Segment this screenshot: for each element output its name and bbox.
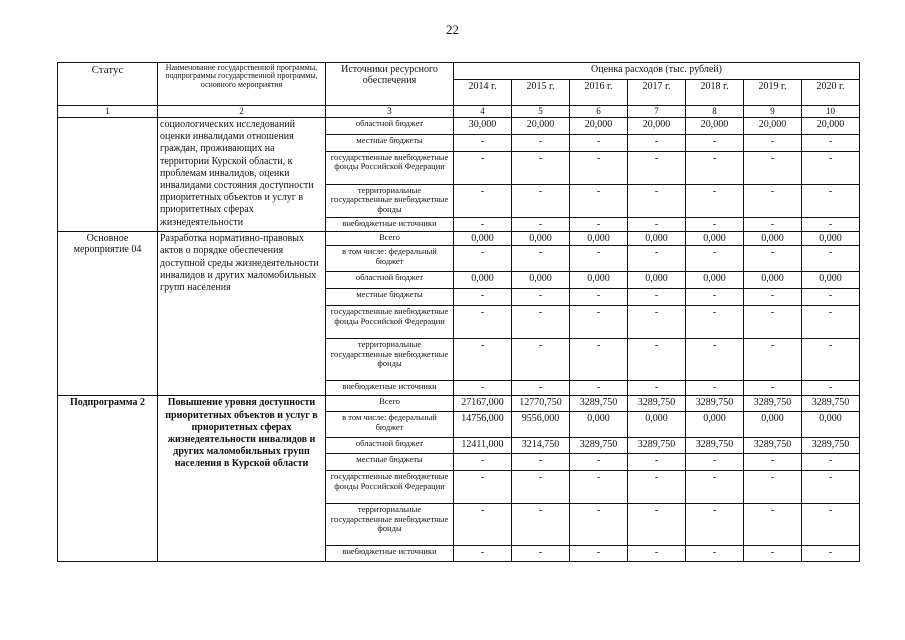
- amount-cell: 3289,750: [628, 438, 686, 454]
- amount-cell: -: [744, 306, 802, 339]
- amount-cell: 0,000: [628, 412, 686, 438]
- amount-cell: -: [802, 471, 860, 504]
- funding-source-cell: областной бюджет: [326, 272, 454, 289]
- amount-cell: -: [628, 339, 686, 381]
- funding-source-cell: местные бюджеты: [326, 454, 454, 471]
- amount-cell: -: [512, 306, 570, 339]
- amount-cell: -: [570, 246, 628, 272]
- amount-cell: 3289,750: [686, 438, 744, 454]
- amount-cell: 0,000: [744, 272, 802, 289]
- amount-cell: -: [802, 339, 860, 381]
- table-body: [58, 118, 860, 562]
- header-name: Наименование государственной программы, подпрограммы государственной программы, основного мероприятия: [158, 63, 326, 106]
- amount-cell: -: [686, 471, 744, 504]
- amount-cell: -: [454, 218, 512, 232]
- amount-cell: 12411,000: [454, 438, 512, 454]
- amount-cell: 0,000: [570, 412, 628, 438]
- amount-cell: -: [512, 546, 570, 562]
- funding-source-cell: областной бюджет: [326, 118, 454, 135]
- amount-cell: -: [512, 471, 570, 504]
- amount-cell: -: [454, 546, 512, 562]
- amount-cell: -: [628, 381, 686, 396]
- amount-cell: 0,000: [802, 412, 860, 438]
- amount-cell: -: [628, 152, 686, 185]
- amount-cell: 3289,750: [744, 396, 802, 412]
- amount-cell: -: [454, 152, 512, 185]
- funding-source-cell: внебюджетные источники: [326, 381, 454, 396]
- column-number: 2: [158, 106, 326, 118]
- amount-cell: 0,000: [454, 232, 512, 246]
- header-status: Статус: [58, 63, 158, 106]
- funding-source-cell: государственные внебюджетные фонды Российской Федерации: [326, 306, 454, 339]
- amount-cell: -: [512, 185, 570, 218]
- amount-cell: -: [744, 218, 802, 232]
- amount-cell: 0,000: [628, 232, 686, 246]
- header-year: 2014 г.: [454, 80, 512, 106]
- amount-cell: -: [454, 246, 512, 272]
- amount-cell: 12770,750: [512, 396, 570, 412]
- amount-cell: -: [512, 339, 570, 381]
- amount-cell: -: [570, 381, 628, 396]
- program-name-cell: Повышение уровня доступности приоритетных объектов и услуг в приоритетных сферах жизнедеятельности инвалидов и других маломобильных групп населения в Курской области: [158, 396, 326, 562]
- amount-cell: -: [454, 185, 512, 218]
- status-cell: Подпрограмма 2: [58, 396, 158, 562]
- amount-cell: -: [802, 289, 860, 306]
- amount-cell: -: [628, 454, 686, 471]
- amount-cell: -: [802, 152, 860, 185]
- amount-cell: -: [744, 381, 802, 396]
- column-number: 10: [802, 106, 860, 118]
- column-number: 7: [628, 106, 686, 118]
- funding-source-cell: в том числе: федеральный бюджет: [326, 246, 454, 272]
- column-numbers-row: [58, 106, 860, 118]
- funding-source-cell: внебюджетные источники: [326, 218, 454, 232]
- column-number: 9: [744, 106, 802, 118]
- amount-cell: -: [744, 504, 802, 546]
- amount-cell: -: [744, 246, 802, 272]
- amount-cell: -: [628, 185, 686, 218]
- funding-source-cell: местные бюджеты: [326, 135, 454, 152]
- amount-cell: 3289,750: [570, 396, 628, 412]
- amount-cell: -: [628, 135, 686, 152]
- amount-cell: 0,000: [570, 272, 628, 289]
- amount-cell: 3289,750: [570, 438, 628, 454]
- amount-cell: -: [686, 185, 744, 218]
- header-year: 2015 г.: [512, 80, 570, 106]
- amount-cell: 0,000: [802, 272, 860, 289]
- amount-cell: 14756,000: [454, 412, 512, 438]
- amount-cell: -: [686, 454, 744, 471]
- funding-source-cell: в том числе: федеральный бюджет: [326, 412, 454, 438]
- amount-cell: -: [686, 218, 744, 232]
- amount-cell: -: [454, 454, 512, 471]
- amount-cell: 3289,750: [802, 396, 860, 412]
- column-number: 6: [570, 106, 628, 118]
- amount-cell: -: [454, 339, 512, 381]
- amount-cell: 3289,750: [802, 438, 860, 454]
- amount-cell: -: [570, 471, 628, 504]
- amount-cell: -: [686, 546, 744, 562]
- header-year: 2017 г.: [628, 80, 686, 106]
- amount-cell: 0,000: [686, 232, 744, 246]
- status-cell: [58, 118, 158, 232]
- amount-cell: -: [744, 152, 802, 185]
- column-number: 1: [58, 106, 158, 118]
- amount-cell: 0,000: [802, 232, 860, 246]
- amount-cell: 3289,750: [744, 438, 802, 454]
- amount-cell: 20,000: [570, 118, 628, 135]
- amount-cell: -: [454, 381, 512, 396]
- program-name-cell: Разработка нормативно-правовых актов о порядке обеспечения доступной среды жизнедеятельности инвалидов и других маломобильных групп населения: [158, 232, 326, 396]
- amount-cell: -: [686, 246, 744, 272]
- amount-cell: -: [744, 471, 802, 504]
- amount-cell: -: [802, 454, 860, 471]
- amount-cell: -: [628, 289, 686, 306]
- funding-source-cell: территориальные государственные внебюджетные фонды: [326, 185, 454, 218]
- amount-cell: -: [744, 135, 802, 152]
- table-row: [58, 232, 860, 246]
- program-name-cell: социологических исследований оценки инвалидами отношения граждан, проживающих на территории Курской области, к проблемам инвалидов, оценки инвалидами состояния доступности приоритетных объектов и услуг в приоритетных сферах жизнедеятельности: [158, 118, 326, 232]
- funding-source-cell: Всего: [326, 396, 454, 412]
- amount-cell: -: [512, 152, 570, 185]
- funding-source-cell: местные бюджеты: [326, 289, 454, 306]
- amount-cell: -: [512, 246, 570, 272]
- amount-cell: -: [744, 339, 802, 381]
- amount-cell: 0,000: [512, 232, 570, 246]
- amount-cell: -: [628, 306, 686, 339]
- amount-cell: -: [454, 306, 512, 339]
- amount-cell: -: [570, 135, 628, 152]
- amount-cell: -: [628, 504, 686, 546]
- amount-cell: -: [744, 289, 802, 306]
- amount-cell: -: [454, 289, 512, 306]
- amount-cell: 0,000: [512, 272, 570, 289]
- amount-cell: -: [454, 135, 512, 152]
- status-cell: Основное мероприятие 04: [58, 232, 158, 396]
- amount-cell: 3289,750: [628, 396, 686, 412]
- page-number: 22: [446, 22, 459, 37]
- amount-cell: -: [512, 218, 570, 232]
- amount-cell: -: [686, 289, 744, 306]
- funding-source-cell: территориальные государственные внебюджетные фонды: [326, 504, 454, 546]
- amount-cell: -: [570, 218, 628, 232]
- funding-source-cell: территориальные государственные внебюджетные фонды: [326, 339, 454, 381]
- amount-cell: -: [686, 381, 744, 396]
- amount-cell: 20,000: [744, 118, 802, 135]
- amount-cell: 27167,000: [454, 396, 512, 412]
- funding-source-cell: государственные внебюджетные фонды Российской Федерации: [326, 471, 454, 504]
- amount-cell: 20,000: [512, 118, 570, 135]
- amount-cell: -: [686, 306, 744, 339]
- amount-cell: -: [802, 546, 860, 562]
- amount-cell: -: [570, 306, 628, 339]
- amount-cell: -: [628, 471, 686, 504]
- amount-cell: -: [802, 306, 860, 339]
- column-number: 8: [686, 106, 744, 118]
- amount-cell: 0,000: [686, 272, 744, 289]
- amount-cell: -: [744, 185, 802, 218]
- header-sources: Источники ресурсного обеспечения: [326, 63, 454, 106]
- amount-cell: -: [802, 246, 860, 272]
- column-number: 3: [326, 106, 454, 118]
- amount-cell: -: [686, 504, 744, 546]
- amount-cell: -: [802, 381, 860, 396]
- amount-cell: -: [570, 454, 628, 471]
- table-row: [58, 118, 860, 135]
- header-year: 2016 г.: [570, 80, 628, 106]
- amount-cell: -: [686, 135, 744, 152]
- amount-cell: 3289,750: [686, 396, 744, 412]
- header-year: 2020 г.: [802, 80, 860, 106]
- amount-cell: -: [570, 339, 628, 381]
- column-number: 5: [512, 106, 570, 118]
- amount-cell: 0,000: [570, 232, 628, 246]
- header-estimate: Оценка расходов (тыс. рублей): [454, 63, 860, 80]
- amount-cell: -: [454, 504, 512, 546]
- table-row: [58, 396, 860, 412]
- funding-source-cell: областной бюджет: [326, 438, 454, 454]
- column-number: 4: [454, 106, 512, 118]
- expenditure-table: [57, 62, 860, 562]
- amount-cell: -: [628, 218, 686, 232]
- header-year: 2019 г.: [744, 80, 802, 106]
- amount-cell: 20,000: [802, 118, 860, 135]
- amount-cell: -: [570, 152, 628, 185]
- amount-cell: -: [570, 185, 628, 218]
- amount-cell: -: [628, 246, 686, 272]
- amount-cell: 3214,750: [512, 438, 570, 454]
- amount-cell: -: [802, 218, 860, 232]
- amount-cell: -: [570, 504, 628, 546]
- amount-cell: -: [570, 546, 628, 562]
- amount-cell: 20,000: [628, 118, 686, 135]
- amount-cell: 0,000: [686, 412, 744, 438]
- amount-cell: -: [686, 339, 744, 381]
- funding-source-cell: государственные внебюджетные фонды Российской Федерации: [326, 152, 454, 185]
- amount-cell: -: [570, 289, 628, 306]
- amount-cell: 20,000: [686, 118, 744, 135]
- amount-cell: 9556,000: [512, 412, 570, 438]
- amount-cell: -: [512, 504, 570, 546]
- funding-source-cell: Всего: [326, 232, 454, 246]
- amount-cell: -: [802, 135, 860, 152]
- amount-cell: 0,000: [454, 272, 512, 289]
- amount-cell: -: [802, 504, 860, 546]
- amount-cell: 30,000: [454, 118, 512, 135]
- amount-cell: -: [686, 152, 744, 185]
- amount-cell: 0,000: [628, 272, 686, 289]
- amount-cell: 0,000: [744, 412, 802, 438]
- amount-cell: -: [512, 289, 570, 306]
- amount-cell: -: [802, 185, 860, 218]
- amount-cell: -: [454, 471, 512, 504]
- funding-source-cell: внебюджетные источники: [326, 546, 454, 562]
- amount-cell: -: [744, 454, 802, 471]
- amount-cell: -: [512, 381, 570, 396]
- amount-cell: -: [512, 454, 570, 471]
- amount-cell: -: [744, 546, 802, 562]
- amount-cell: -: [512, 135, 570, 152]
- amount-cell: -: [628, 546, 686, 562]
- amount-cell: 0,000: [744, 232, 802, 246]
- header-year: 2018 г.: [686, 80, 744, 106]
